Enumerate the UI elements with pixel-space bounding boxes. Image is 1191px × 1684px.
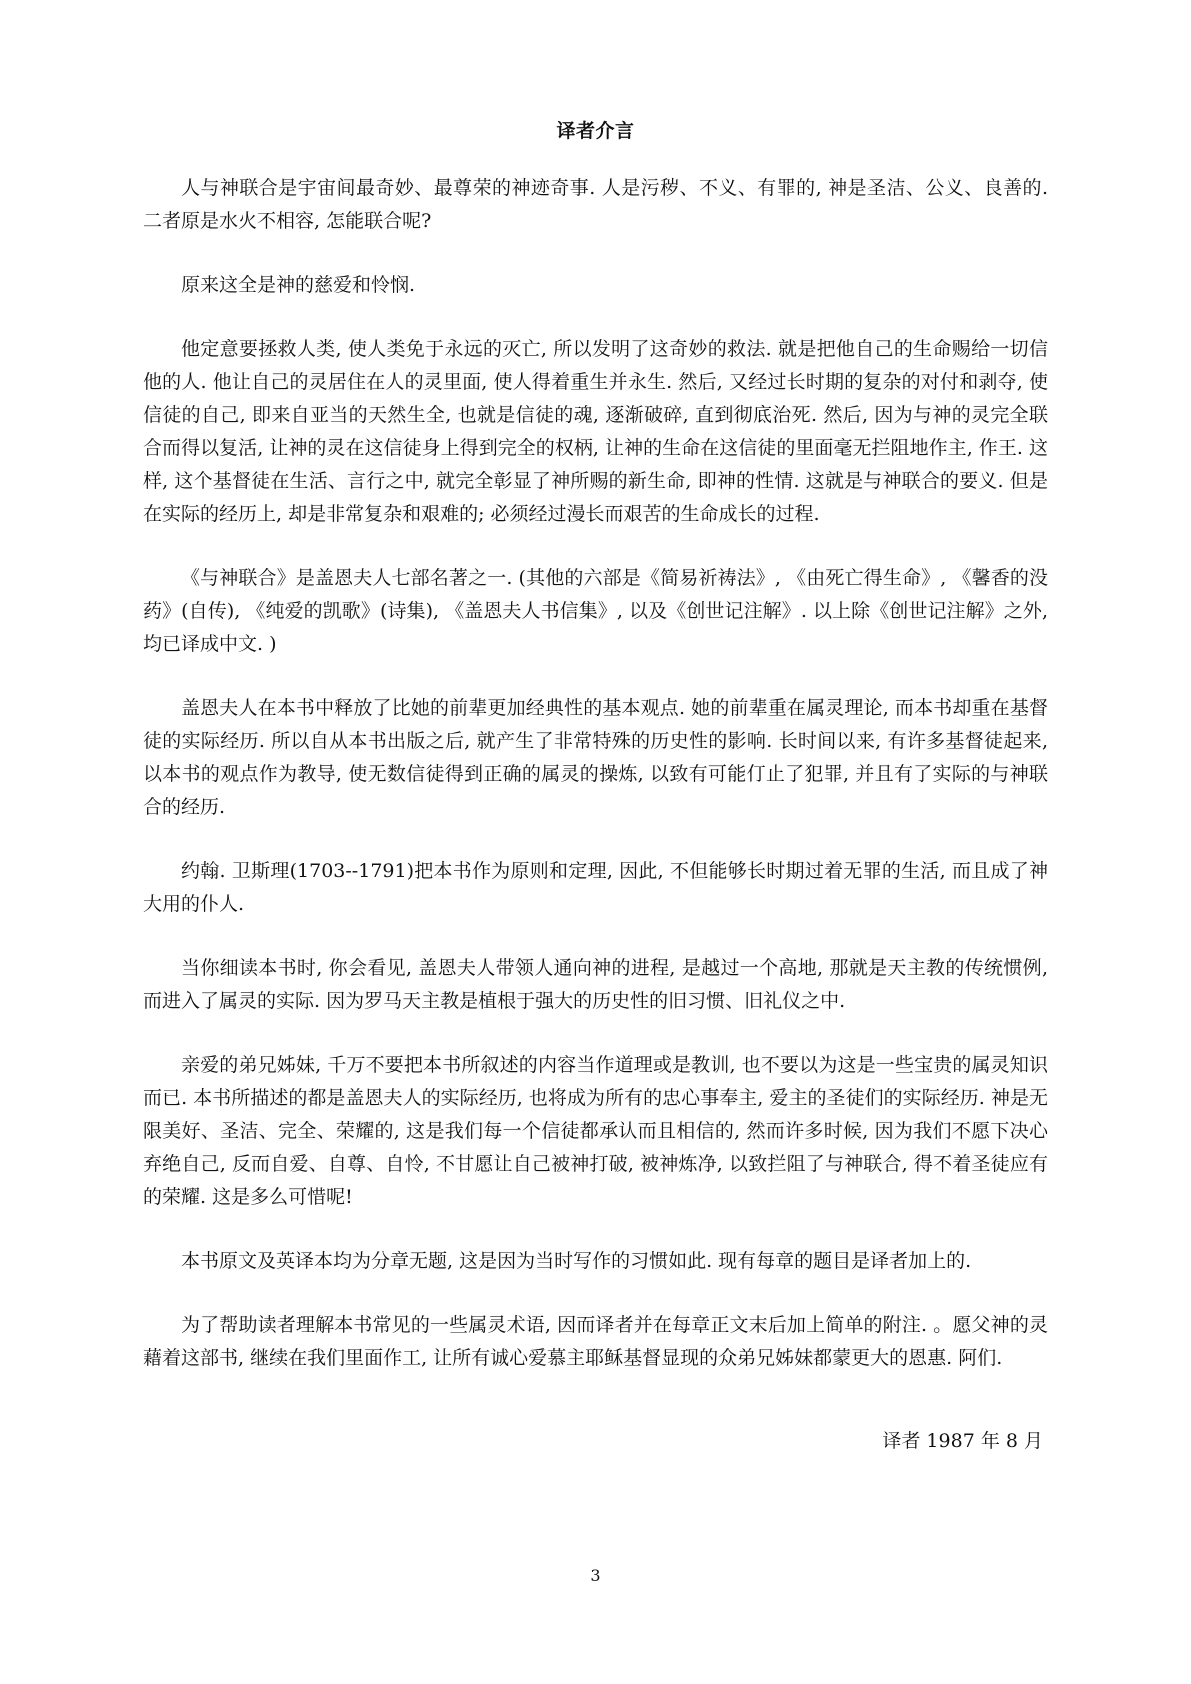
paragraph: 本书原文及英译本均为分章无题, 这是因为当时写作的习惯如此. 现有每章的题目是译者加上的. — [181, 1250, 972, 1272]
paragraph: 亲爱的弟兄姊妹, 千万不要把本书所叙述的内容当作道理或是教训, 也不要以为这是一些宝贵的属灵知识而已. 本书所描述的都是盖恩夫人的实际经历, 也将成为所有的忠心事奉主, 爱主的圣徒们的实际经历. 神是无限美好、圣洁、完全、荣耀的, 这是我们每一个信徒都承认而且相信的, 然而许多时候, 因为我们不愿下决心弃绝自己, 反而自爱、自尊、自怜, 不甘愿让自己被神打破, 被神炼净, 以致拦阻了与神联合, 得不着圣徒应有的荣耀. 这是多么可惜呢! — [143, 1054, 1048, 1208]
paragraph: 他定意要拯救人类, 使人类免于永远的灭亡, 所以发明了这奇妙的救法. 就是把他自己的生命赐给一切信他的人. 他让自己的灵居住在人的灵里面, 使人得着重生并永生. 然后, 又经过长时期的复杂的对付和剥夺, 使信徒的自己, 即来自亚当的天然生全, 也就是信徒的魂, 逐渐破碎, 直到彻底治死. 然后, 因为与神的灵完全联合而得以复活, 让神的灵在这信徒身上得到完全的权柄, 让神的生命在这信徒的里面毫无拦阻地作主, 作王. 这样, 这个基督徒在生活、言行之中, 就完全彰显了神所赐的新生命, 即神的性情. 这就是与神联合的要义. 但是在实际的经历上, 却是非常复杂和艰难的; 必须经过漫长而艰苦的生命成长的过程. — [143, 338, 1048, 525]
paragraph: 盖恩夫人在本书中释放了比她的前辈更加经典性的基本观点. 她的前辈重在属灵理论, 而本书却重在基督徒的实际经历. 所以自从本书出版之后, 就产生了非常特殊的历史性的影响. 长时间以来, 有许多基督徒起来, 以本书的观点作为教导, 使无数信徒得到正确的属灵的操炼, 以致有可能仃止了犯罪, 并且有了实际的与神联合的经历. — [143, 697, 1048, 818]
paragraph: 《与神联合》是盖恩夫人七部名著之一. (其他的六部是《简易祈祷法》, 《由死亡得生命》, 《馨香的没药》(自传), 《纯爱的凯歌》(诗集), 《盖恩夫人书信集》, 以及《创世记注解》. 以上除《创世记注解》之外, 均已译成中文. ) — [143, 567, 1048, 655]
page-number: 3 — [590, 1566, 601, 1585]
paragraph: 约翰. 卫斯理(1703--1791)把本书作为原则和定理, 因此, 不但能够长时期过着无罪的生活, 而且成了神大用的仆人. — [143, 860, 1048, 915]
document-body — [143, 172, 1048, 1406]
page-title: 译者介言 — [556, 120, 635, 142]
translator-signature: 译者 1987 年 8 月 — [882, 1430, 1043, 1452]
paragraph: 原来这全是神的慈爱和怜悯. — [181, 274, 416, 296]
paragraph: 为了帮助读者理解本书常见的一些属灵术语, 因而译者并在每章正文末后加上简单的附注. 。愿父神的灵藉着这部书, 继续在我们里面作工, 让所有诚心爱慕主耶稣基督显现的众弟兄姊妹都蒙更大的恩惠. 阿们. — [143, 1314, 1048, 1369]
paragraph: 当你细读本书时, 你会看见, 盖恩夫人带领人通向神的进程, 是越过一个高地, 那就是天主教的传统惯例, 而进入了属灵的实际. 因为罗马天主教是植根于强大的历史性的旧习惯、旧礼仪之中. — [143, 957, 1048, 1012]
paragraph: 人与神联合是宇宙间最奇妙、最尊荣的神迹奇事. 人是污秽、不义、有罪的, 神是圣洁、公义、良善的. 二者原是水火不相容, 怎能联合呢? — [143, 177, 1048, 232]
